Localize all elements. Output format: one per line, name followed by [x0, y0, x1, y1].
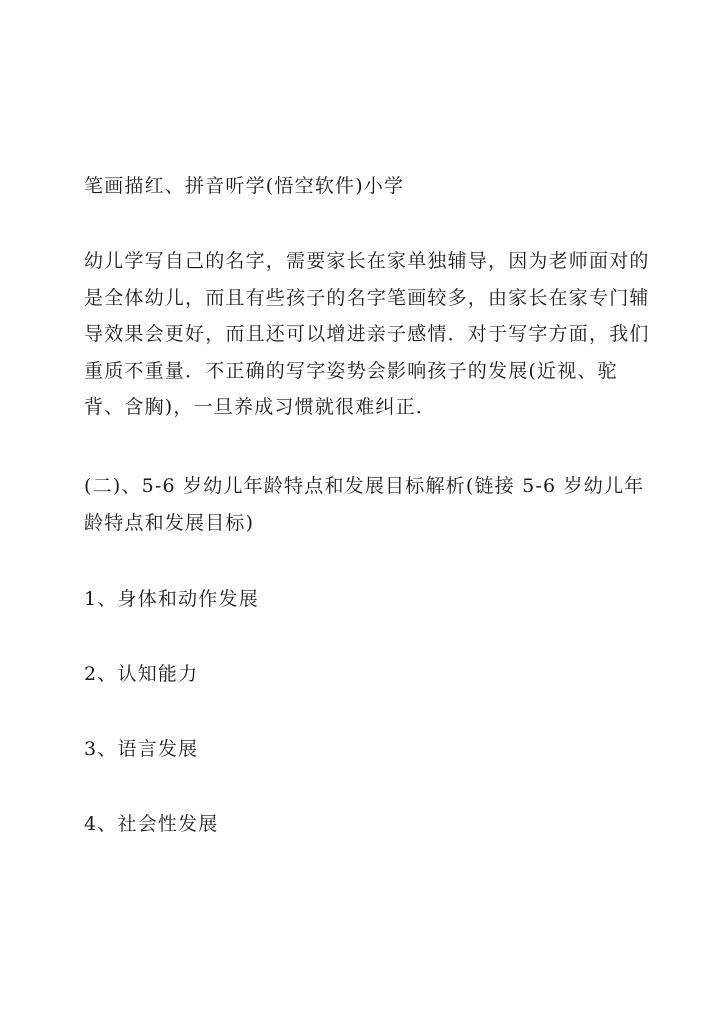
list-item: 1、身体和动作发展 — [84, 588, 259, 610]
paragraph-1 — [84, 243, 650, 426]
paragraph-line: 导效果会更好，而且还可以增进亲子感情．对于写字方面，我们 — [84, 323, 650, 345]
paragraph-line: 幼儿学写自己的名字，需要家长在家单独辅导，因为老师面对的 — [84, 250, 650, 272]
list-item: 3、语言发展 — [84, 738, 199, 760]
section-heading — [84, 468, 644, 541]
paragraph-line: 是全体幼儿，而且有些孩子的名字笔画较多，由家长在家专门辅 — [84, 286, 650, 309]
heading-line: 笔画描红、拼音听学(悟空软件)小学 — [84, 175, 405, 197]
section-heading-line: (二)、5-6 岁幼儿年龄特点和发展目标解析(链接 5-6 岁幼儿年 — [84, 475, 645, 497]
paragraph-line: 背、含胸)，一旦养成习惯就很难纠正． — [84, 396, 437, 418]
list-item: 2、认知能力 — [84, 663, 199, 685]
section-heading-line: 龄特点和发展目标) — [84, 511, 255, 534]
list-item: 4、社会性发展 — [84, 813, 219, 835]
paragraph-line: 重质不重量．不正确的写字姿势会影响孩子的发展(近视、驼 — [84, 359, 618, 382]
